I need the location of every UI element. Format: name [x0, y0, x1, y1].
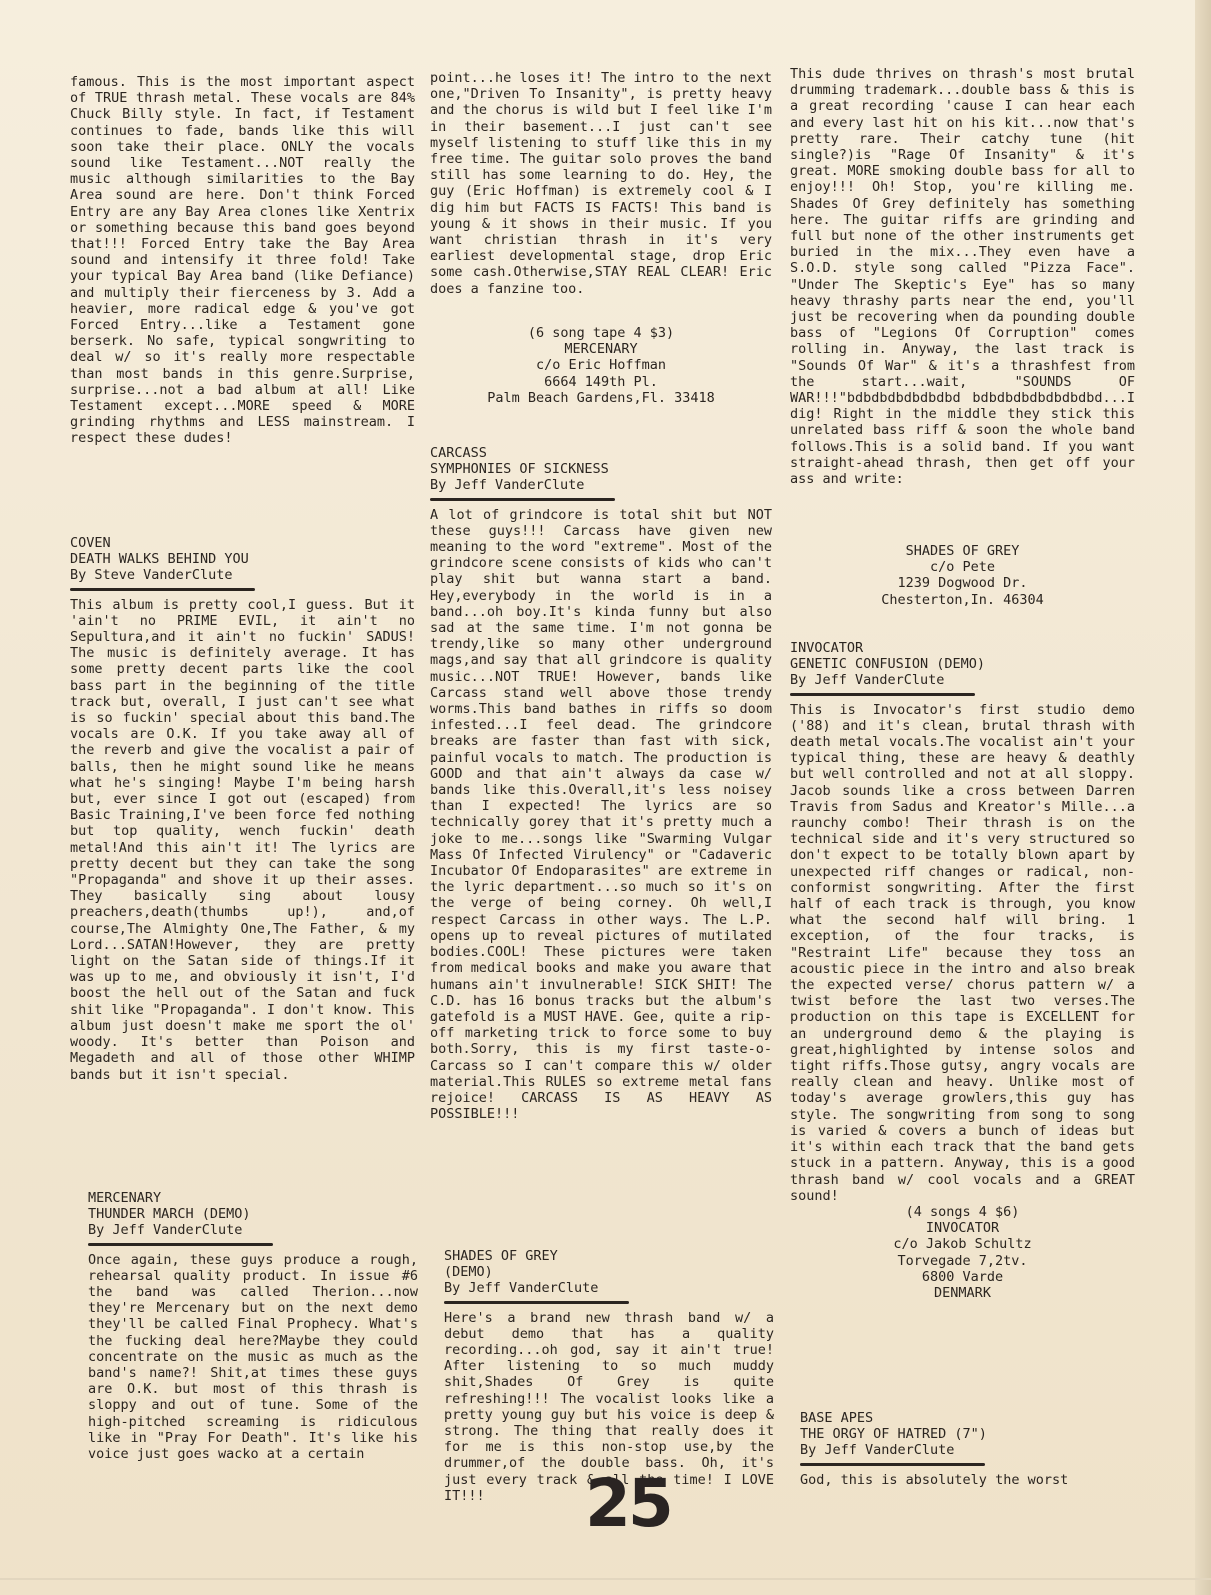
- review-body: Once again, these guys produce a rough, rehearsal quality product. In issue #6 the band was called Therion...now they're Mercenary but on the next demo they'll be called Final Prophecy. What's the fucking deal here?Maybe they could concentrate on the music as much as the band's name?! Shit,at times these guys are O.K. but most of this thrash is sloppy and out of tune. Some of the high-pitched screaming is ridiculous like in "Pray For Death". It's like his voice just goes wacko at a certain: [88, 1251, 418, 1463]
- review-title: THUNDER MARCH (DEMO): [88, 1206, 251, 1223]
- review-carcass: [430, 445, 772, 1122]
- page-edge: [1195, 0, 1211, 1595]
- divider: [70, 588, 255, 591]
- review-byline: By Jeff VanderClute: [88, 1222, 243, 1239]
- review-body: God, this is absolutely the worst: [800, 1471, 1069, 1488]
- shades-review-end: This dude thrives on thrash's most brutal drumming trademark...double bass & this is a great recording 'cause I can hear each and every last hit on his kit...now that's pretty rare. Their catchy tune (hit single?)is "Rage Of Insanity" & it's great. MORE smoking double bass for all to enjoy!!! Oh! Stop, you're killing me. Shades Of Grey definitely has something here. The guitar riffs are grinding and full but none of the other instruments get buried in the mix...They even have a S.O.D. style song called "Pizza Face". "Under The Skeptic's Eye" has so many heavy thrashy parts near the end, you'll just be recovering when da pounding double bass of "Legions Of Corruption" comes rolling in. Anyway, the last track is "Sounds Of War" & it's a thrashfest from the start...wait, "SOUNDS OF WAR!!!"bdbdbdbdbdbdbd bdbdbdbdbdbdbdbd...I dig! Right in the middle they stick this unrelated bass riff & soon the whole band follows.This is a solid band. If you want straight-ahead thrash, then get off your ass and write:: [790, 66, 1135, 488]
- review-body: Here's a brand new thrash band w/ a debut demo that has a quality recording...oh god, say it ain't true! After listening to so much muddy shit,Shades Of Grey is quite refreshing!!! The vocalist looks like a pretty young guy but his voice is deep & strong. The thing that really does it for me is this non-stop use,by the drummer,of the double bass. Oh, it's just every track & all the time! I LOVE IT!!!: [444, 1309, 774, 1504]
- mercenary-review-end: point...he loses it! The intro to the next one,"Driven To Insanity", is pretty heavy and the chorus is wild but I feel like I'm in their basement...I just can't see myself listening to stuff like this in my free time. The guitar solo proves the band still has some learning to do. Hey, the guy (Eric Hoffman) is extremely cool & I dig him but FACTS IS FACTS! This band is young & it shows in their music. If you want christian thrash in it's very earliest developmental stage, drop Eric some cash.Otherwise,STAY REAL CLEAR! Eric does a fanzine too.: [430, 70, 772, 297]
- review-byline: By Steve VanderClute: [70, 567, 233, 584]
- review-band: MERCENARY: [88, 1190, 162, 1206]
- review-band: SHADES OF GREY: [444, 1248, 558, 1264]
- review-band: COVEN: [70, 535, 111, 551]
- review-title: THE ORGY OF HATRED (7"): [800, 1426, 987, 1443]
- divider: [88, 1243, 273, 1246]
- review-title: (DEMO): [444, 1264, 493, 1281]
- divider: [444, 1301, 629, 1304]
- review-band: CARCASS: [430, 445, 487, 461]
- review-base-apes: [800, 1410, 1130, 1488]
- review-title: DEATH WALKS BEHIND YOU: [70, 551, 249, 568]
- review-title: GENETIC CONFUSION (DEMO): [790, 656, 986, 673]
- shades-address: SHADES OF GREY c/o Pete 1239 Dogwood Dr. Chesterton,In. 46304: [881, 543, 1044, 608]
- review-mercenary: [88, 1190, 418, 1462]
- mercenary-address: (6 song tape 4 $3) MERCENARY c/o Eric Hoffman 6664 149th Pl. Palm Beach Gardens,Fl. 33418: [487, 325, 715, 406]
- review-band: INVOCATOR: [790, 640, 864, 656]
- divider: [800, 1463, 985, 1466]
- review-byline: By Jeff VanderClute: [430, 477, 585, 494]
- divider: [790, 693, 975, 696]
- review-coven: [70, 535, 415, 1083]
- review-byline: By Jeff VanderClute: [444, 1280, 599, 1297]
- review-body: This is Invocator's first studio demo ('88) and it's clean, brutal thrash with death metal vocals.The vocalist ain't your typical thing, these are heavy & deathly but well controlled and not at all sloppy. Jacob sounds like a cross between Darren Travis from Sadus and Kreator's Mille...a raunchy combo! Their thrash is on the technical side and it's very structured so don't expect to be totally blown apart by unexpected riff changes or radical, non-conformist songwriting. After the first half of each track is through, you know what the second half will bring. 1 exception, of the four tracks, is "Restraint Life" because they toss an acoustic piece in the intro and also break the expected verse/ chorus pattern w/ a twist before the last two verses.The production on this tape is EXCELLENT for an underground demo & the playing is great,highlighted by intense solos and tight riffs.Those gutsy, angry vocals are really clean and heavy. Unlike most of today's average growlers,this guy has style. The songwriting from song to song is varied & covers a bunch of ideas but it's within each track that the band gets stuck in a pattern. Anyway, this is a good thrash band w/ cool vocals and a GREAT sound!: [790, 701, 1135, 1204]
- invocator-address: (4 songs 4 $6) INVOCATOR c/o Jakob Schultz Torvegade 7,2tv. 6800 Varde DENMARK: [893, 1203, 1032, 1301]
- review-byline: By Jeff VanderClute: [790, 672, 945, 689]
- page-bottom-shadow: [0, 1578, 1211, 1580]
- review-body: A lot of grindcore is total shit but NOT these guys!!! Carcass have given new meaning to the word "extreme". Most of the grindcore scene consists of kids who can't play shit but wanna start a band. Hey,everybody in the world is in a band...oh boy.It's kinda funny but also sad at the same time. I'm not gonna be trendy,like so many other underground mags,and say that all grindcore is quality music...NOT TRUE! However, bands like Carcass stand well above those trendy worms.This band bathes in riffs so doom infested...I feel dead. The grindcore breaks are faster than fast with sick, painful vocals to match. The production is GOOD and that ain't always da case w/ bands like this.Overall,it's less noisey than I expected! The lyrics are so technically gorey that it's pretty much a joke to me...songs like "Swarming Vulgar Mass Of Infected Virulency" or "Cadaveric Incubator Of Endoparasites" are extreme in the lyric department...so much so it's on the verge of being corney. Oh well,I respect Carcass in other ways. The L.P. opens up to reveal pictures of mutilated bodies.COOL! These pictures were taken from medical books and make you aware that humans ain't invulnerable! SICK SHIT! The C.D. has 16 bonus tracks but the album's gatefold is a MUST HAVE. Gee, quite a rip-off marketing trick to force some to buy both.Sorry, this is my first taste-o-Carcass so I can't compare this w/ older material.This RULES so extreme metal fans rejoice! CARCASS IS AS HEAVY AS POSSIBLE!!!: [430, 506, 772, 1123]
- page-number: 25: [585, 1465, 671, 1542]
- forced-entry-review-end: famous. This is the most important aspect of TRUE thrash metal. These vocals are 84% Chuck Billy style. In fact, if Testament continues to fade, bands like this will soon take their place. ONLY the vocals sound like Testament...NOT really the music although similarities to the Bay Area sound are here. Don't think Forced Entry are any Bay Area clones like Xentrix or something because this band goes beyond that!!! Forced Entry take the Bay Area sound and intensify it three fold! Take your typical Bay Area band (like Defiance) and multiply their fierceness by 3. Add a heavier, more radical edge & you've got Forced Entry...like a Testament gone berserk. No safe, typical songwriting to deal w/ so it's really more respectable than most bands in this genre.Surprise, surprise...not a bad album at all! Like Testament except...MORE speed & MORE grinding rhythms and LESS mainstream. I respect these dudes!: [70, 74, 415, 447]
- review-byline: By Jeff VanderClute: [800, 1442, 955, 1459]
- review-band: BASE APES: [800, 1410, 874, 1426]
- review-title: SYMPHONIES OF SICKNESS: [430, 461, 609, 478]
- divider: [430, 498, 615, 501]
- review-body: This album is pretty cool,I guess. But it 'ain't no PRIME EVIL, it ain't no Sepultura,and it ain't no fuckin' SADUS! The music is definitely average. It has some pretty decent parts like the cool bass part in the beginning of the title track but, overall, I just can't see what is so fuckin' special about this band.The vocals are O.K. If you take away all of the reverb and give the vocalist a pair of balls, then he might sound like he means what he's singing! Maybe I'm being harsh but, ever since I got out (escaped) from Basic Training,I've been force fed nothing but top quality, wench fuckin' death metal!And this ain't it! The lyrics are pretty decent but they can take the song "Propaganda" and shove it up their asses. They basically sing about lousy preachers,death(thumbs up!), and,of course,The Almighty One,The Father, & my Lord...SATAN!However, they are pretty light on the Satan side of things.If it was up to me, and obviously it isn't, I'd boost the hell out of the Satan and fuck shit like "Propaganda". I don't know. This album just doesn't make me sport the ol' woody. It's better than Poison and Megadeth and all of those other WHIMP bands but it isn't special.: [70, 596, 415, 1083]
- review-invocator: [790, 640, 1135, 1301]
